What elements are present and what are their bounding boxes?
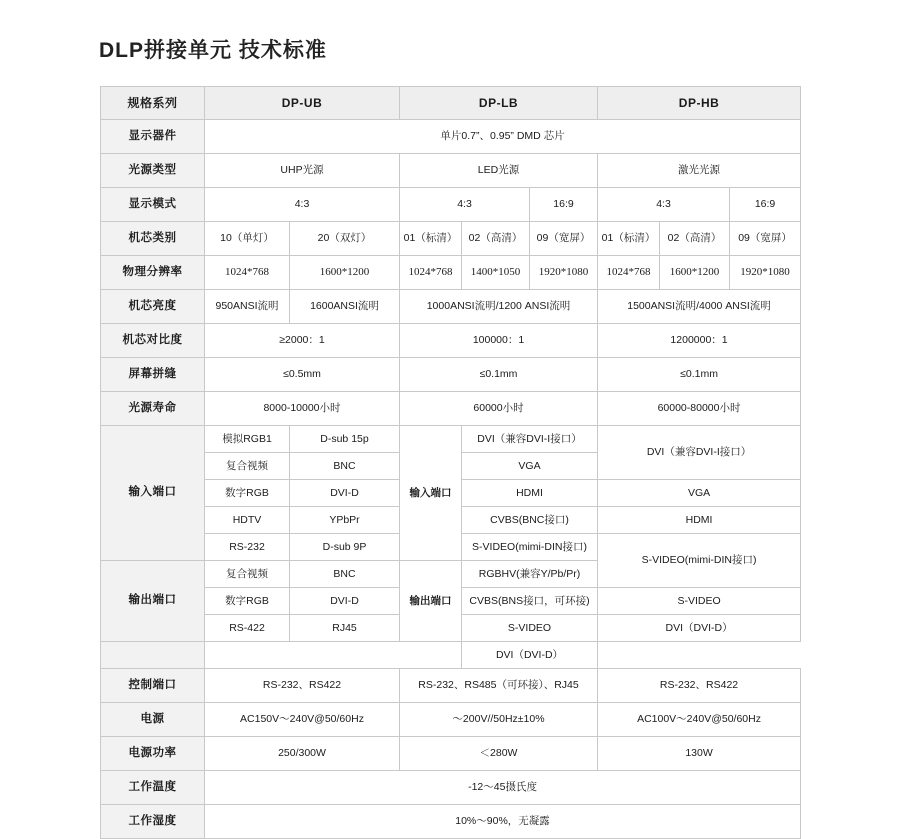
table-row	[101, 358, 801, 392]
cell-mode-hb-2: 16:9	[730, 188, 801, 222]
cell-input-ub-1: 模拟RGB1	[205, 426, 290, 453]
cell-output-lb-1: CVBS(BNS接口，可环接)	[462, 588, 598, 615]
cell-res-lb-3: 1920*1080	[530, 256, 598, 290]
cell-life-lb: 60000小时	[400, 392, 598, 426]
cell-output-lb-2: S-VIDEO	[462, 615, 598, 642]
row-label-light-source-type: 光源类型	[101, 154, 205, 188]
table-row	[101, 256, 801, 290]
cell-input-lb-2: VGA	[462, 453, 598, 480]
cell-output-sublabel: 输出端口	[400, 561, 462, 642]
cell-gap-hb: ≤0.1mm	[598, 358, 801, 392]
cell-res-lb-2: 1400*1050	[462, 256, 530, 290]
cell-mode-lb-2: 16:9	[530, 188, 598, 222]
cell-res-lb-1: 1024*768	[400, 256, 462, 290]
cell-input-lb-6: RGBHV(兼容Y/Pb/Pr)	[462, 561, 598, 588]
table-row	[101, 642, 801, 669]
cell-input-ub-10: D-sub 9P	[290, 534, 400, 561]
cell-consumption-ub: 250/300W	[205, 737, 400, 771]
page-title: DLP拼接单元 技术标准	[99, 39, 327, 62]
row-label-power-consumption: 电源功率	[101, 737, 205, 771]
row-label-screen-gap: 屏幕拼缝	[101, 358, 205, 392]
table-row	[101, 426, 801, 453]
cell-engine-lb-1: 01（标清）	[400, 222, 462, 256]
cell-input-sublabel: 输入端口	[400, 426, 462, 561]
cell-output-hb-1: S-VIDEO	[598, 588, 801, 615]
cell-operating-humidity: 10%～90%，无凝露	[205, 805, 801, 839]
table-row	[101, 392, 801, 426]
row-label-brightness: 机芯亮度	[101, 290, 205, 324]
cell-engine-hb-1: 01（标清）	[598, 222, 660, 256]
cell-input-ub-9: RS-232	[205, 534, 290, 561]
cell-gap-ub: ≤0.5mm	[205, 358, 400, 392]
table-row	[101, 703, 801, 737]
row-label-display-mode: 显示模式	[101, 188, 205, 222]
cell-light-lb: LED光源	[400, 154, 598, 188]
cell-input-ub-4: BNC	[290, 453, 400, 480]
cell-operating-temperature: -12～45摄氏度	[205, 771, 801, 805]
cell-input-ub-8: YPbPr	[290, 507, 400, 534]
cell-input-ub-5: 数字RGB	[205, 480, 290, 507]
row-label-output-port-continued	[101, 642, 205, 669]
cell-output-hb-2: DVI（DVI-D）	[598, 615, 801, 642]
cell-life-ub: 8000-10000小时	[205, 392, 400, 426]
row-label-engine-type: 机芯类别	[101, 222, 205, 256]
table-row	[101, 669, 801, 703]
header-col-lb: DP-LB	[400, 87, 598, 120]
cell-engine-ub-2: 20（双灯）	[290, 222, 400, 256]
cell-engine-hb-3: 09（宽屏）	[730, 222, 801, 256]
cell-input-hb-1: DVI（兼容DVI-I接口）	[598, 426, 801, 480]
cell-input-ub-3: 复合视频	[205, 453, 290, 480]
cell-light-ub: UHP光源	[205, 154, 400, 188]
cell-engine-lb-3: 09（宽屏）	[530, 222, 598, 256]
cell-input-lb-5: S-VIDEO(mimi-DIN接口)	[462, 534, 598, 561]
header-label: 规格系列	[101, 87, 205, 120]
cell-input-lb-3: HDMI	[462, 480, 598, 507]
row-label-output-port: 输出端口	[101, 561, 205, 642]
cell-power-lb: ～200V//50Hz±10%	[400, 703, 598, 737]
table-row	[101, 290, 801, 324]
cell-mode-lb-1: 4:3	[400, 188, 530, 222]
cell-consumption-lb: ＜280W	[400, 737, 598, 771]
cell-mode-hb-1: 4:3	[598, 188, 730, 222]
cell-control-lb: RS-232、RS485（可环接）、RJ45	[400, 669, 598, 703]
cell-res-hb-1: 1024*768	[598, 256, 660, 290]
cell-light-hb: 激光光源	[598, 154, 801, 188]
row-label-power: 电源	[101, 703, 205, 737]
cell-engine-lb-2: 02（高清）	[462, 222, 530, 256]
header-col-ub: DP-UB	[205, 87, 400, 120]
cell-brightness-ub-1: 950ANSI流明	[205, 290, 290, 324]
row-label-lamp-life: 光源寿命	[101, 392, 205, 426]
table-row	[101, 154, 801, 188]
cell-input-hb-3: HDMI	[598, 507, 801, 534]
table-row	[101, 805, 801, 839]
cell-res-hb-2: 1600*1200	[660, 256, 730, 290]
cell-input-lb-4: CVBS(BNC接口)	[462, 507, 598, 534]
cell-input-ub-2: D-sub 15p	[290, 426, 400, 453]
cell-output-lb-3: DVI（DVI-D）	[462, 642, 598, 669]
cell-control-hb: RS-232、RS422	[598, 669, 801, 703]
row-label-operating-humidity: 工作湿度	[101, 805, 205, 839]
row-label-display-device: 显示器件	[101, 120, 205, 154]
cell-engine-hb-2: 02（高清）	[660, 222, 730, 256]
cell-output-ub-6: RJ45	[290, 615, 400, 642]
cell-consumption-hb: 130W	[598, 737, 801, 771]
cell-power-ub: AC150V～240V@50/60Hz	[205, 703, 400, 737]
row-label-contrast: 机芯对比度	[101, 324, 205, 358]
cell-contrast-ub: ≥2000：1	[205, 324, 400, 358]
table-row	[101, 222, 801, 256]
cell-res-hb-3: 1920*1080	[730, 256, 801, 290]
row-label-input-port: 输入端口	[101, 426, 205, 561]
cell-gap-lb: ≤0.1mm	[400, 358, 598, 392]
table-row	[101, 188, 801, 222]
cell-input-ub-6: DVI-D	[290, 480, 400, 507]
table-header-row	[101, 87, 801, 120]
cell-engine-ub-1: 10（单灯）	[205, 222, 290, 256]
table-row	[101, 771, 801, 805]
table-row	[101, 120, 801, 154]
cell-mode-ub: 4:3	[205, 188, 400, 222]
row-label-operating-temperature: 工作温度	[101, 771, 205, 805]
cell-output-ub-3: 数字RGB	[205, 588, 290, 615]
cell-output-ub-2: BNC	[290, 561, 400, 588]
cell-life-hb: 60000-80000小时	[598, 392, 801, 426]
cell-contrast-lb: 100000：1	[400, 324, 598, 358]
spec-table-container	[100, 86, 800, 839]
cell-res-ub-2: 1600*1200	[290, 256, 400, 290]
cell-input-ub-7: HDTV	[205, 507, 290, 534]
cell-output-ub-1: 复合视频	[205, 561, 290, 588]
cell-brightness-ub-2: 1600ANSI流明	[290, 290, 400, 324]
row-label-resolution: 物理分辨率	[101, 256, 205, 290]
cell-brightness-hb: 1500ANSI流明/4000 ANSI流明	[598, 290, 801, 324]
cell-input-lb-1: DVI（兼容DVI-I接口）	[462, 426, 598, 453]
cell-output-ub-5: RS-422	[205, 615, 290, 642]
cell-input-hb-2: VGA	[598, 480, 801, 507]
cell-output-ub-4: DVI-D	[290, 588, 400, 615]
cell-input-hb-4: S-VIDEO(mimi-DIN接口)	[598, 534, 801, 588]
header-col-hb: DP-HB	[598, 87, 801, 120]
cell-display-device: 单片0.7”、0.95” DMD 芯片	[205, 120, 801, 154]
cell-control-ub: RS-232、RS422	[205, 669, 400, 703]
specification-table	[100, 86, 801, 839]
cell-res-ub-1: 1024*768	[205, 256, 290, 290]
table-row	[101, 324, 801, 358]
table-row	[101, 737, 801, 771]
cell-contrast-hb: 1200000：1	[598, 324, 801, 358]
cell-power-hb: AC100V～240V@50/60Hz	[598, 703, 801, 737]
row-label-control-port: 控制端口	[101, 669, 205, 703]
cell-brightness-lb: 1000ANSI流明/1200 ANSI流明	[400, 290, 598, 324]
